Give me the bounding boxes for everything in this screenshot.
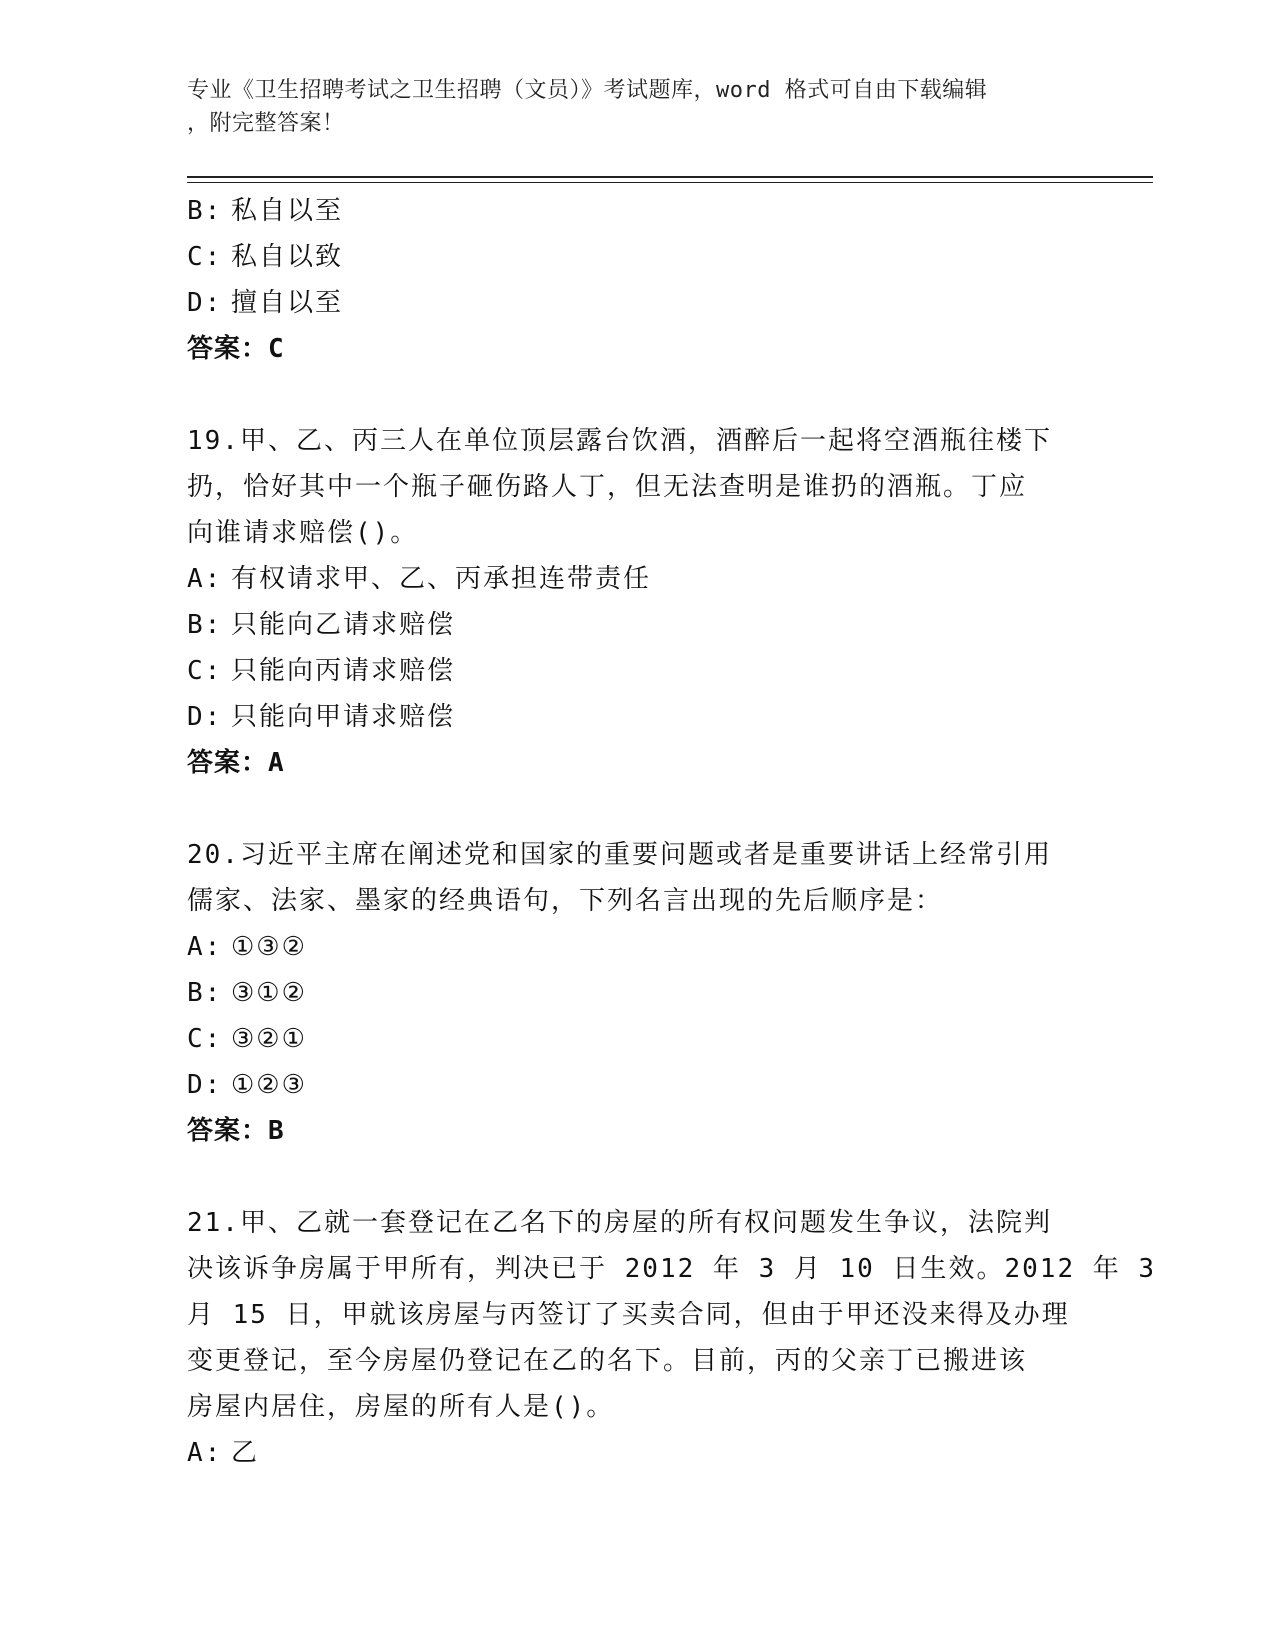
document-header — [187, 74, 1067, 140]
question-text-line: 决该诉争房属于甲所有，判决已于 2012 年 3 月 10 日生效。2012 年 3 — [187, 1254, 1157, 1284]
question-text-line: 20.习近平主席在阐述党和国家的重要问题或者是重要讲话上经常引用 — [187, 840, 1052, 870]
option-a — [187, 1430, 1087, 1476]
option-c — [187, 648, 1087, 694]
answer-label: 答案： — [187, 1116, 269, 1146]
question-text-line: 儒家、法家、墨家的经典语句，下列名言出现的先后顺序是： — [187, 886, 944, 916]
option-text: 私自以致 — [231, 242, 344, 272]
option-text: 擅自以至 — [231, 288, 344, 318]
answer-line — [187, 740, 1087, 786]
question-text-line: 房屋内居住，房屋的所有人是()。 — [187, 1392, 615, 1422]
option-c — [187, 234, 1087, 280]
header-line-2: ，附完整答案！ — [187, 111, 345, 136]
option-label: A: — [187, 1438, 223, 1468]
spacer — [187, 786, 1087, 832]
option-label: D: — [187, 702, 223, 732]
option-text: 只能向甲请求赔偿 — [231, 702, 456, 732]
option-label: B: — [187, 610, 223, 640]
option-text: 只能向乙请求赔偿 — [231, 610, 456, 640]
question-21-block — [187, 1200, 1157, 1476]
header-divider-thick — [187, 176, 1153, 178]
option-label: D: — [187, 1070, 223, 1100]
option-text: ①②③ — [231, 1070, 307, 1100]
option-text: ③①② — [231, 978, 307, 1008]
option-a — [187, 924, 1087, 970]
answer-value: B — [268, 1116, 285, 1146]
option-text: 私自以至 — [231, 196, 344, 226]
option-label: C: — [187, 242, 223, 272]
question-content — [187, 188, 1157, 1476]
option-c — [187, 1016, 1087, 1062]
option-d — [187, 694, 1087, 740]
spacer — [187, 372, 1087, 418]
question-19-block — [187, 418, 1087, 786]
answer-label: 答案： — [187, 334, 269, 364]
answer-line — [187, 1108, 1087, 1154]
option-label: B: — [187, 978, 223, 1008]
prev-question-block — [187, 188, 1087, 372]
question-20-block — [187, 832, 1087, 1154]
header-divider-thin — [187, 182, 1153, 183]
question-text-line: 19.甲、乙、丙三人在单位顶层露台饮酒，酒醉后一起将空酒瓶往楼下 — [187, 426, 1052, 456]
option-label: B: — [187, 196, 223, 226]
option-label: C: — [187, 1024, 223, 1054]
option-b — [187, 188, 1087, 234]
question-text-line: 扔，恰好其中一个瓶子砸伤路人丁，但无法查明是谁扔的酒瓶。丁应 — [187, 472, 1028, 502]
option-label: A: — [187, 932, 223, 962]
option-text: ③②① — [231, 1024, 307, 1054]
answer-value: C — [268, 334, 285, 364]
question-text-line: 21.甲、乙就一套登记在乙名下的房屋的所有权问题发生争议，法院判 — [187, 1208, 1052, 1238]
answer-value: A — [268, 748, 285, 778]
spacer — [187, 1154, 1087, 1200]
header-line-1: 专业《卫生招聘考试之卫生招聘（文员）》考试题库，word 格式可自由下载编辑 — [187, 78, 988, 103]
question-text-line: 变更登记，至今房屋仍登记在乙的名下。目前，丙的父亲丁已搬进该 — [187, 1346, 1028, 1376]
option-text: ①③② — [231, 932, 307, 962]
option-text: 有权请求甲、乙、丙承担连带责任 — [231, 564, 652, 594]
option-label: D: — [187, 288, 223, 318]
option-label: C: — [187, 656, 223, 686]
option-text: 乙 — [231, 1438, 260, 1468]
option-b — [187, 970, 1087, 1016]
option-d — [187, 280, 1087, 326]
answer-label: 答案： — [187, 748, 269, 778]
option-a — [187, 556, 1087, 602]
option-b — [187, 602, 1087, 648]
option-d — [187, 1062, 1087, 1108]
question-text-line: 月 15 日，甲就该房屋与丙签订了买卖合同，但由于甲还没来得及办理 — [187, 1300, 1070, 1330]
answer-line — [187, 326, 1087, 372]
option-text: 只能向丙请求赔偿 — [231, 656, 456, 686]
question-text-line: 向谁请求赔偿()。 — [187, 518, 419, 548]
option-label: A: — [187, 564, 223, 594]
